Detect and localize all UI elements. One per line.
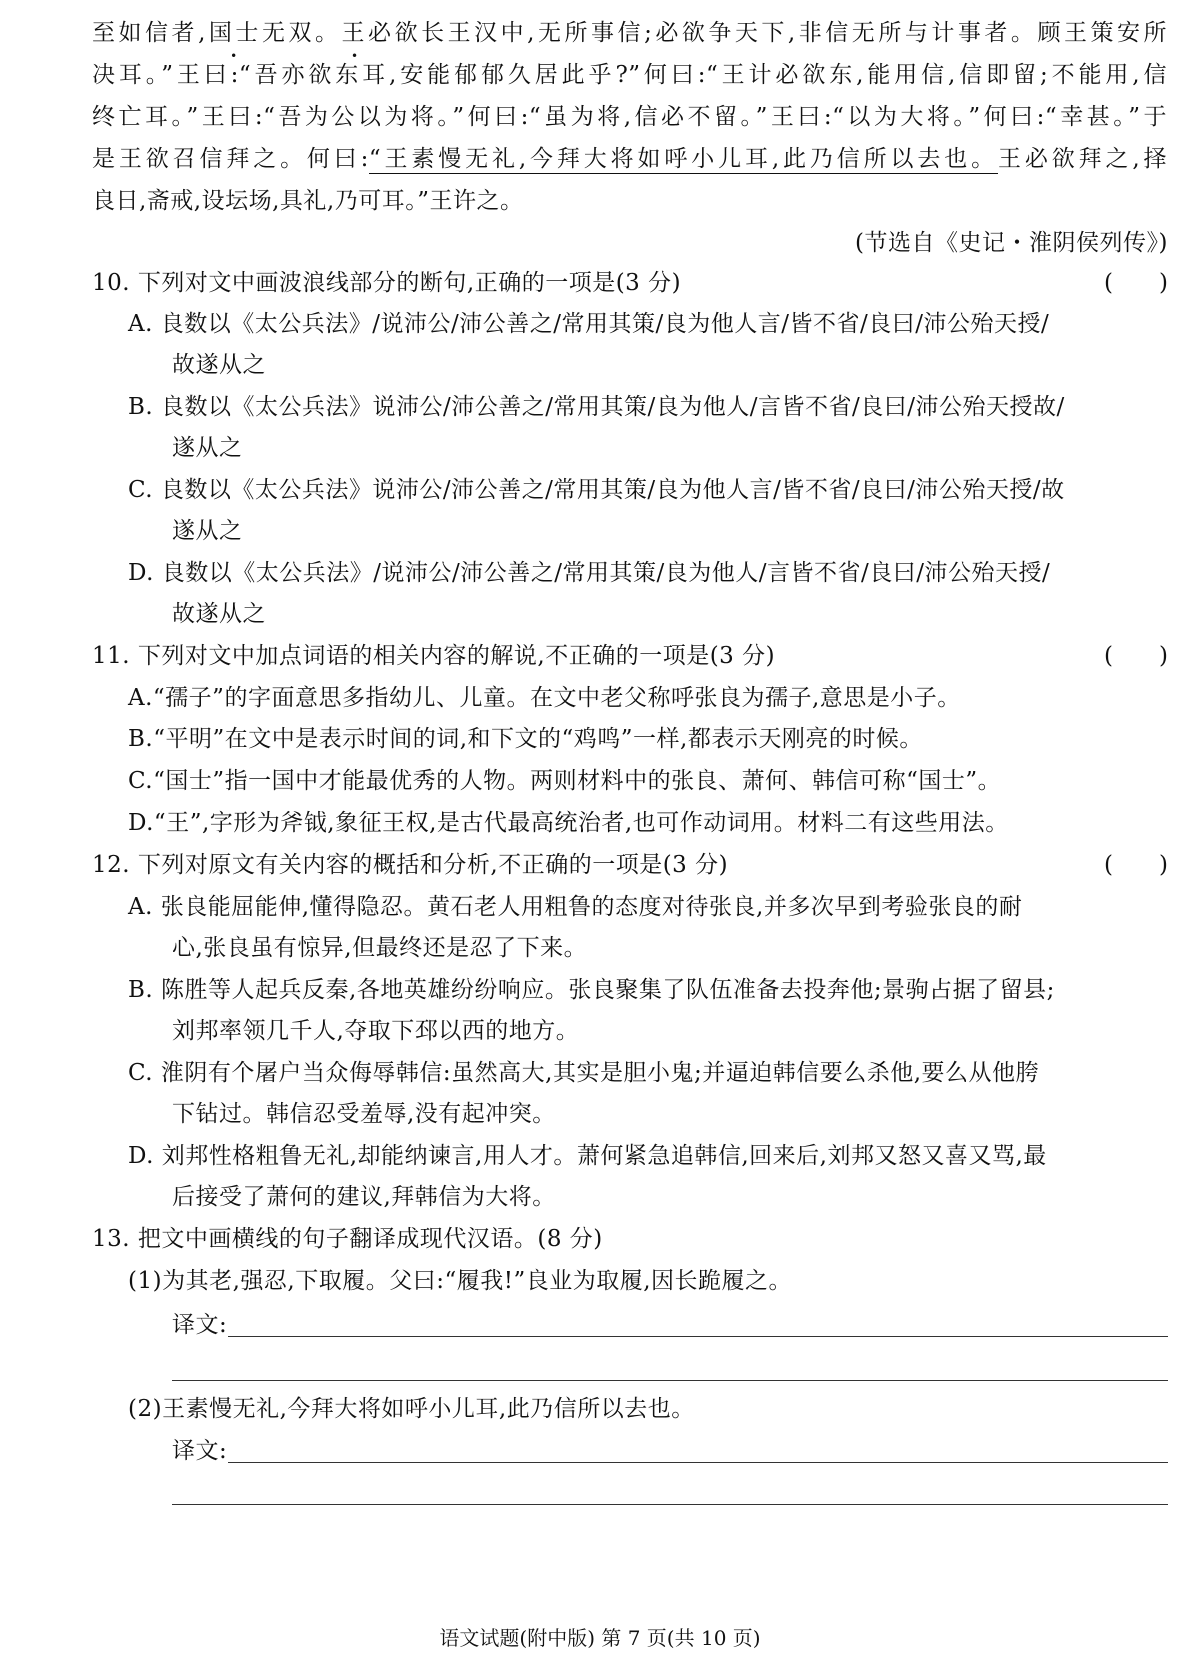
q10-option-d-cont: 故遂从之 (172, 601, 266, 627)
passage-line-5: 良日,斋戒,设坛场,具礼,乃可耳。”王许之。 (92, 188, 524, 214)
q10-option-c: C. 良数以《太公兵法》说沛公/沛公善之/常用其策/良为他人言/皆不省/良曰/沛公殆天授/故 (128, 477, 1065, 503)
q12-option-d: D. 刘邦性格粗鲁无礼,却能纳谏言,用人才。萧何紧急追韩信,回来后,刘邦又怒又喜又骂,最 (128, 1143, 1047, 1169)
dotted-word-guoshi: 国士 (205, 20, 262, 46)
q13-answer-line-2a[interactable] (228, 1462, 1168, 1463)
q12-option-c: C. 淮阴有个屠户当众侮辱韩信:虽然高大,其实是胆小鬼;并逼迫韩信要么杀他,要么从他胯 (128, 1060, 1040, 1086)
page-footer: 语文试题(附中版) 第 7 页(共 10 页) (439, 1626, 761, 1650)
q12-option-a-cont: 心,张良虽有惊异,但最终还是忍了下来。 (172, 935, 588, 961)
q11-answer-blank: ( ) (1104, 643, 1168, 669)
q11-option-a: A.“孺子”的字面意思多指幼儿、儿童。在文中老父称呼张良为孺子,意思是小子。 (128, 685, 961, 711)
q12-option-a: A. 张良能屈能伸,懂得隐忍。黄石老人用粗鲁的态度对待张良,并多次早到考验张良的耐 (128, 894, 1023, 920)
q13-sentence-2: (2)王素慢无礼,今拜大将如呼小儿耳,此乃信所以去也。 (128, 1396, 695, 1422)
q13-answer-line-1a[interactable] (228, 1336, 1168, 1337)
q12-answer-blank: ( ) (1104, 852, 1168, 878)
q10-option-c-cont: 遂从之 (172, 518, 243, 544)
underlined-sentence: “王素慢无礼,今拜大将如呼小儿耳,此乃信所以去也。 (368, 146, 998, 172)
q11-option-b: B.“平明”在文中是表示时间的词,和下文的“鸡鸣”一样,都表示天刚亮的时候。 (128, 726, 923, 752)
q10-option-b-cont: 遂从之 (172, 435, 243, 461)
q11-option-d: D.“王”,字形为斧钺,象征王权,是古代最高统治者,也可作动词用。材料二有这些用法。 (128, 810, 1009, 836)
q11-stem: 11. 下列对文中加点词语的相关内容的解说,不正确的一项是(3 分) (92, 643, 776, 669)
q10-answer-blank: ( ) (1104, 270, 1168, 296)
passage-line-4: 是王欲召信拜之。何曰:“王素慢无礼,今拜大将如呼小儿耳,此乃信所以去也。王必欲拜之,择 (92, 146, 1167, 172)
q12-stem: 12. 下列对原文有关内容的概括和分析,不正确的一项是(3 分) (92, 852, 729, 878)
q10-option-a: A. 良数以《太公兵法》/说沛公/沛公善之/常用其策/良为他人言/皆不省/良曰/沛公殆天授/ (128, 311, 1050, 337)
q12-option-b: B. 陈胜等人起兵反秦,各地英雄纷纷响应。张良聚集了队伍准备去投奔他;景驹占据了留县; (128, 977, 1055, 1003)
q12-option-d-cont: 后接受了萧何的建议,拜韩信为大将。 (172, 1184, 556, 1210)
q10-option-d: D. 良数以《太公兵法》/说沛公/沛公善之/常用其策/良为他人/言皆不省/良曰/沛公殆天授/ (128, 560, 1051, 586)
q12-option-b-cont: 刘邦率领几千人,夺取下邳以西的地方。 (172, 1018, 580, 1044)
passage-line-2: 决耳。”王曰:“吾亦欲东耳,安能郁郁久居此乎?”何曰:“王计必欲东,能用信,信即留;不能用,信 (92, 62, 1167, 88)
dotted-word-wang: 王 (341, 20, 369, 46)
q12-option-c-cont: 下钻过。韩信忍受羞辱,没有起冲突。 (172, 1101, 556, 1127)
q13-stem: 13. 把文中画横线的句子翻译成现代汉语。(8 分) (92, 1226, 603, 1252)
q11-option-c: C.“国士”指一国中才能最优秀的人物。两则材料中的张良、萧何、韩信可称“国士”。 (128, 768, 1002, 794)
q10-stem: 10. 下列对文中画波浪线部分的断句,正确的一项是(3 分) (92, 270, 682, 296)
q13-sentence-1: (1)为其老,强忍,下取履。父曰:“履我!”良业为取履,因长跪履之。 (128, 1268, 793, 1294)
q13-answer-line-2b[interactable] (172, 1504, 1168, 1505)
passage-line-1: 至如信者,国士无双。王必欲长王汉中,无所事信;必欲争天下,非信无所与计事者。顾王策安所 (92, 20, 1168, 46)
q13-translation-label-2: 译文: (172, 1438, 228, 1464)
q10-option-b: B. 良数以《太公兵法》说沛公/沛公善之/常用其策/良为他人/言皆不省/良曰/沛公殆天授故/ (128, 394, 1065, 420)
q10-option-a-cont: 故遂从之 (172, 352, 266, 378)
q13-translation-label-1: 译文: (172, 1312, 228, 1338)
passage-source: (节选自《史记・淮阴侯列传》) (855, 230, 1168, 256)
passage-line-3: 终亡耳。”王曰:“吾为公以为将。”何曰:“虽为将,信必不留。”王曰:“以为大将。”何曰:“幸甚。”于 (92, 104, 1167, 130)
q13-answer-line-1b[interactable] (172, 1380, 1168, 1381)
